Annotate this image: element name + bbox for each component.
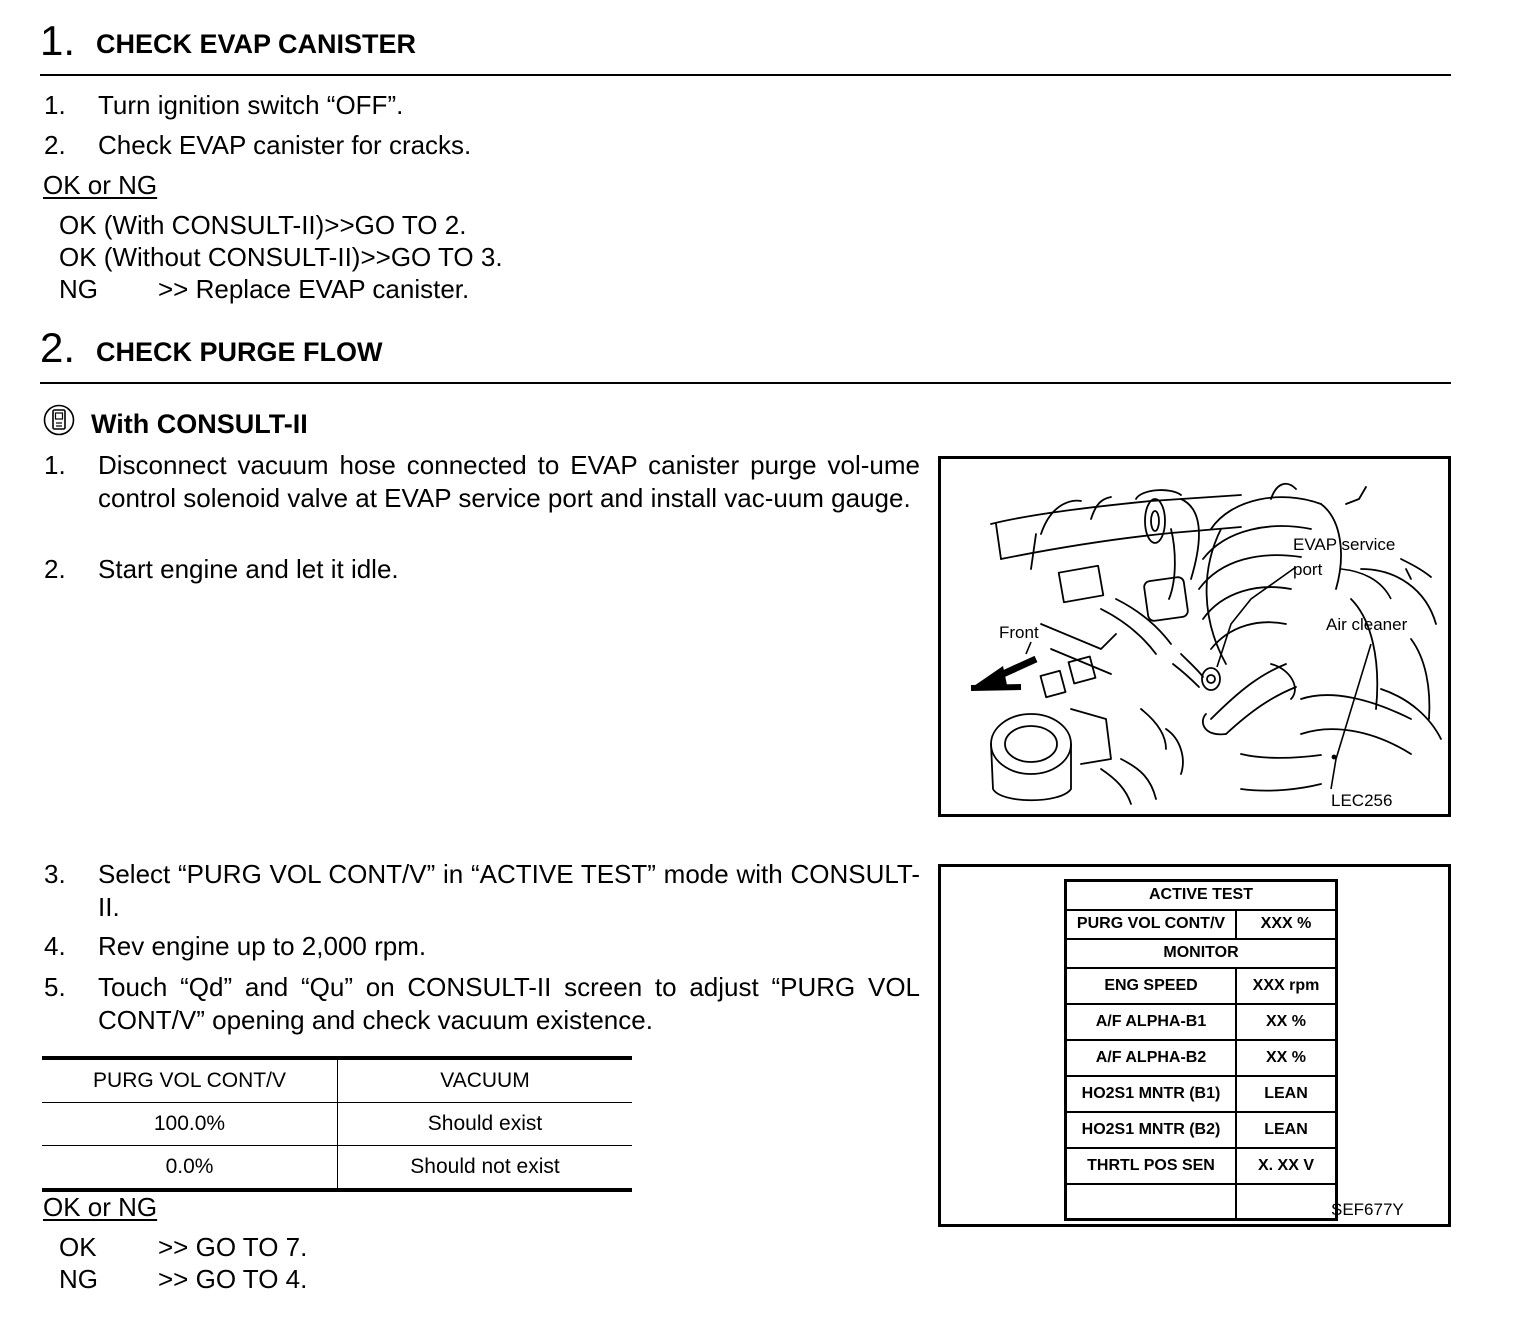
step-2-result-ok-action: >> GO TO 7.	[158, 1232, 308, 1262]
label-port: port	[1293, 560, 1323, 579]
step-2-number: 2.	[40, 324, 76, 371]
label-evap-service: EVAP service	[1293, 535, 1396, 554]
step-1-result-ok-no-consult: OK (Without CONSULT-II)>>GO TO 3.	[59, 242, 503, 272]
consult-tool-icon	[43, 404, 75, 436]
monitor-heading: MONITOR	[1066, 939, 1337, 968]
step-2-result-ok-label: OK	[59, 1232, 97, 1262]
step-2-ok-or-ng-label: OK or NG	[43, 1192, 158, 1222]
step-1-result-ng-label: NG	[59, 274, 98, 304]
step-1-title: CHECK EVAP CANISTER	[96, 29, 417, 59]
monitor-row-value: XX %	[1236, 1040, 1337, 1076]
vacuum-results-table	[42, 1056, 632, 1192]
active-test-heading: ACTIVE TEST	[1066, 881, 1337, 910]
table-header-vacuum: VACUUM	[338, 1058, 633, 1103]
step-2-divider	[40, 382, 1451, 384]
step-1-divider	[40, 74, 1451, 76]
monitor-row-label: A/F ALPHA-B1	[1066, 1004, 1237, 1040]
step-2-item-3-text: Select “PURG VOL CONT/V” in “ACTIVE TEST” mode with CONSULT-II.	[98, 859, 920, 922]
with-consult-heading: With CONSULT-II	[91, 409, 308, 439]
step-1-item-2-number: 2.	[44, 130, 66, 160]
monitor-row-value: LEAN	[1236, 1112, 1337, 1148]
table-cell-purg-value: 0.0%	[42, 1146, 338, 1191]
step-1-item-1-text: Turn ignition switch “OFF”.	[98, 90, 404, 120]
front-arrow-icon	[971, 659, 1036, 688]
monitor-row-label	[1066, 1184, 1237, 1220]
step-2-result-ng-label: NG	[59, 1264, 98, 1294]
table-cell-purg-value: 100.0%	[42, 1103, 338, 1146]
monitor-row-label: THRTL POS SEN	[1066, 1148, 1237, 1184]
purg-vol-value: XXX %	[1236, 910, 1337, 939]
label-air-cleaner: Air cleaner	[1326, 615, 1408, 634]
step-1-result-ok-consult: OK (With CONSULT-II)>>GO TO 2.	[59, 210, 467, 240]
monitor-row-value: X. XX V	[1236, 1148, 1337, 1184]
monitor-row-value	[1236, 1184, 1337, 1220]
table-cell-vacuum-value: Should not exist	[338, 1146, 633, 1191]
step-1-item-1-number: 1.	[44, 90, 66, 120]
step-2-item-4-number: 4.	[44, 931, 66, 961]
purg-vol-item: PURG VOL CONT/V	[1066, 910, 1237, 939]
consult-screen-table	[1064, 879, 1338, 1221]
monitor-row-value: XXX rpm	[1236, 968, 1337, 1004]
monitor-row-label: ENG SPEED	[1066, 968, 1237, 1004]
step-2-item-4-text: Rev engine up to 2,000 rpm.	[98, 931, 427, 961]
step-2-title: CHECK PURGE FLOW	[96, 337, 383, 367]
step-2-item-1-text: Disconnect vacuum hose connected to EVAP canister purge vol-ume control solenoid valve at EVAP service port and install vac-uum gauge.	[98, 450, 920, 513]
table-header-purg-vol: PURG VOL CONT/V	[42, 1058, 338, 1103]
monitor-row-label: HO2S1 MNTR (B1)	[1066, 1076, 1237, 1112]
step-1-number: 1.	[40, 17, 76, 64]
monitor-row-value: XX %	[1236, 1004, 1337, 1040]
monitor-row-label: A/F ALPHA-B2	[1066, 1040, 1237, 1076]
step-2-result-ng-action: >> GO TO 4.	[158, 1264, 308, 1294]
step-2-item-3-number: 3.	[44, 859, 66, 889]
monitor-row-value: LEAN	[1236, 1076, 1337, 1112]
monitor-row-label: HO2S1 MNTR (B2)	[1066, 1112, 1237, 1148]
consult-screen-figure	[938, 864, 1451, 1227]
table-cell-vacuum-value: Should exist	[338, 1103, 633, 1146]
step-1-ok-or-ng-label: OK or NG	[43, 170, 158, 200]
engine-illustration	[938, 456, 1451, 817]
step-2-item-5-number: 5.	[44, 972, 66, 1002]
step-2-item-2-number: 2.	[44, 554, 66, 584]
step-1-item-2-text: Check EVAP canister for cracks.	[98, 130, 472, 160]
label-front: Front	[999, 623, 1039, 642]
step-2-item-1-number: 1.	[44, 450, 66, 480]
figure-code-sef677y: SEF677Y	[1331, 1200, 1404, 1219]
step-1-result-ng-action: >> Replace EVAP canister.	[158, 274, 470, 304]
step-2-item-5-text: Touch “Qd” and “Qu” on CONSULT-II screen to adjust “PURG VOL CONT/V” opening and check vacuum existence.	[98, 972, 920, 1035]
step-2-item-2-text: Start engine and let it idle.	[98, 554, 399, 584]
figure-code-lec256: LEC256	[1331, 791, 1393, 810]
